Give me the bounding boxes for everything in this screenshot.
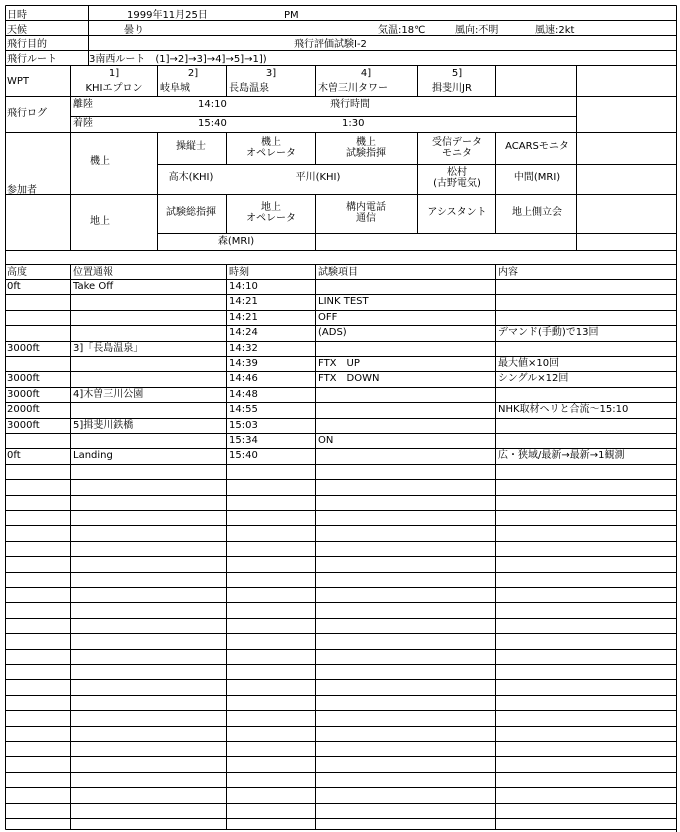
position-cell: Landing [73,450,113,461]
test-item-cell: FTX UP [318,358,360,369]
time-cell: 15:34 [229,435,258,446]
altitude-cell: 2000ft [7,404,40,415]
time-cell: 14:46 [229,373,258,384]
route-value: 3南西ルート (1]→2]→3]→4]→5]→1]) [89,54,267,65]
content-cell: 広・狭域/最新→最新→1観測 [498,450,625,461]
onboard-name-operator: 平川(KHI) [295,172,341,183]
time-cell: 14:55 [229,404,258,415]
onboard-label: 機上 [90,156,110,167]
wpt-number-5: 5] [451,68,463,79]
route-label: 飛行ルート [7,54,57,65]
content-cell: 最大値×10回 [498,358,560,369]
altitude-cell: 3000ft [7,343,40,354]
date-label: 日時 [7,10,27,21]
role-intercom-comm: 構内電話 通信 [346,202,386,224]
time-cell: 14:48 [229,389,258,400]
test-item-cell: (ADS) [318,327,347,338]
position-cell: 5]揖斐川鉄橋 [73,420,134,431]
content-cell: デマンド(手動)で13回 [498,327,599,338]
wpt-name-2: 岐阜城 [160,83,190,94]
altitude-cell: 3000ft [7,373,40,384]
altitude-cell: 0ft [7,281,21,292]
test-item-cell: OFF [318,312,338,323]
test-item-cell: FTX DOWN [318,373,380,384]
role-onboard-test-director: 機上 試験指揮 [346,137,386,159]
flight-duration-label: 飛行時間 [330,99,370,110]
position-cell: Take Off [73,281,114,292]
wpt-label: WPT [7,76,30,87]
landing-time: 15:40 [198,118,227,129]
ground-label: 地上 [90,216,110,227]
onboard-name-data-monitor: 松村 (古野電気) [433,167,481,189]
wpt-number-3: 3] [265,68,277,79]
weather-label: 天候 [7,25,27,36]
ground-name-director: 森(MRI) [217,236,255,247]
time-cell: 14:21 [229,296,258,307]
time-of-day: PM [284,10,299,21]
col-header-content: 内容 [498,267,518,278]
role-acars-monitor: ACARSモニタ [505,141,569,152]
time-cell: 14:10 [229,281,258,292]
flight-log-label: 飛行ログ [7,108,47,119]
col-header-test-item: 試験項目 [318,267,358,278]
temperature: 気温:18℃ [378,25,426,36]
takeoff-time: 14:10 [198,99,227,110]
onboard-name-acars-monitor: 中間(MRI) [513,172,561,183]
wpt-number-2: 2] [187,68,199,79]
role-pilot: 操縦士 [176,141,206,152]
role-test-general-director: 試験総指揮 [166,207,216,218]
col-header-altitude: 高度 [7,267,27,278]
time-cell: 14:21 [229,312,258,323]
col-header-position: 位置通報 [73,267,113,278]
role-ground-witness: 地上側立会 [512,207,562,218]
role-assistant: アシスタント [427,207,487,218]
date-value: 1999年11月25日 [127,10,208,21]
time-cell: 14:39 [229,358,258,369]
wpt-number-4: 4] [360,68,372,79]
wpt-name-1: KHIエプロン [85,83,143,94]
weather-value: 曇り [124,25,144,36]
altitude-cell: 3000ft [7,389,40,400]
landing-label: 着陸 [73,118,93,129]
wpt-name-4: 木曽三川タワー [318,83,388,94]
wpt-number-1: 1] [108,68,120,79]
takeoff-label: 離陸 [73,99,93,110]
wpt-name-5: 揖斐川JR [432,83,472,94]
test-item-cell: LINK TEST [318,296,369,307]
wpt-name-3: 長島温泉 [229,83,269,94]
purpose-label: 飛行目的 [7,39,47,50]
content-cell: NHK取材ヘリと合流～15:10 [498,404,629,415]
role-ground-operator: 地上 オペレータ [246,202,296,224]
position-cell: 3]「長島温泉」 [73,343,144,354]
onboard-name-pilot: 高木(KHI) [168,172,214,183]
wind-speed: 風速:2kt [535,25,575,36]
flight-duration-value: 1:30 [342,118,365,129]
role-onboard-operator: 機上 オペレータ [246,137,296,159]
col-header-time: 時刻 [229,267,249,278]
participants-label: 参加者 [7,185,37,196]
altitude-cell: 0ft [7,450,21,461]
time-cell: 15:03 [229,420,258,431]
role-data-monitor: 受信データ モニタ [432,137,482,159]
purpose-value: 飛行評価試験Ⅰ-2 [294,39,367,50]
time-cell: 14:24 [229,327,258,338]
wind-direction: 風向:不明 [455,25,499,36]
altitude-cell: 3000ft [7,420,40,431]
test-item-cell: ON [318,435,334,446]
position-cell: 4]木曽三川公園 [73,389,144,400]
time-cell: 14:32 [229,343,258,354]
time-cell: 15:40 [229,450,258,461]
content-cell: シングル×12回 [498,373,569,384]
